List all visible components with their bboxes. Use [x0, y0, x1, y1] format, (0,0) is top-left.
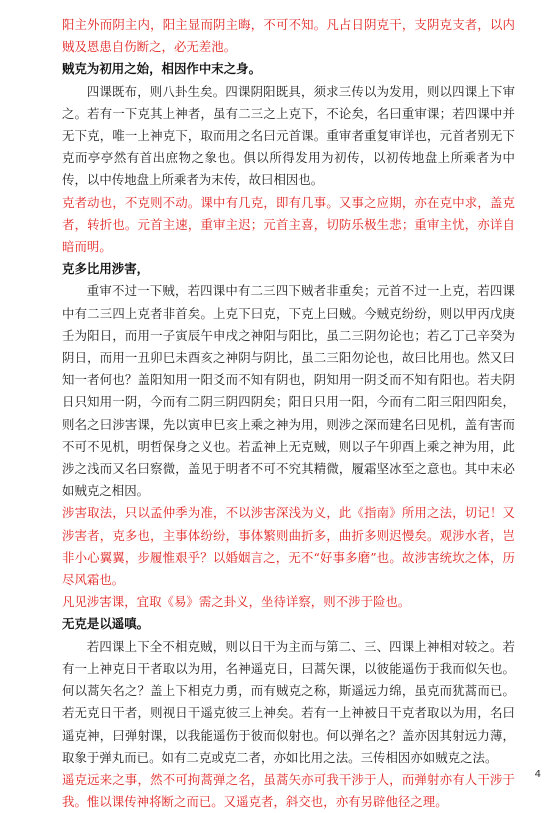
- note-paragraph: 阳主外而阴主内，阳主显而阴主晦，不可不知。凡占日阴克干，支阴克支者，以内贼及恩患自伤断之，必无差池。: [62, 17, 515, 55]
- section-heading: 无克是以遥嗔。: [62, 616, 150, 632]
- note-paragraph: 克者动也，不克则不动。课中有几克，即有几事。又事之应期，亦在克中求，盖克者，转折也。元首主速，重审主迟；元首主喜，切防乐极生悲；重审主忧，亦详自暗而明。: [62, 194, 515, 255]
- note-paragraph: 涉害取法，只以孟仲季为准，不以涉害深浅为义，此《指南》所用之法，切记！又涉害者，克多也，主事体纷纷，事体繁则曲折多，曲折多则迟慢矣。观涉水者，岂非小心翼翼，步履惟艰乎？以婚姻言之，无不“好事多磨”也。故涉害统坎之体，历尽风霜也。: [62, 505, 515, 588]
- page-number: 4: [534, 769, 541, 780]
- note-paragraph: 凡见涉害课，宜取《易》需之卦义，坐待详察，则不涉于险也。: [62, 594, 411, 610]
- body-paragraph: 四课既布，则八卦生矣。四课阴阳既具，须求三传以为发用，则以四课上下审之。若有一下克其上神者，虽有二三之上克下，不论矣，名曰重审课；若四课中并无下克，唯一上神克下，取而用之名曰元首课。重审者重复审详也，元首者别无下克而亭亭然有首出庶物之象也。俱以所得发用为初传，以初传地盘上所乘者为中传，以中传地盘上所乘者为末传，故曰相因也。: [62, 83, 515, 188]
- section-heading: 克多比用涉害，: [62, 261, 150, 277]
- body-paragraph: 若四课上下全不相克贼，则以日干为主而与第二、三、四课上神相对较之。若有一上神克日干者取以为用，名神遥克日，曰蒿矢课，以彼能遥伤于我而似矢也。何以蒿矢名之？盖上下相克力勇，而有贼克之称，斯遥远力绵，虽克而犹蒿而已。若无克日干者，则视日干遥克彼三上神矣。若有一上神被日干克者取以为用，名曰遥克神，曰弹射课，以我能遥伤于彼而似射也。何以弹名之？盖亦因其射远力薄，取象于弹丸而已。如有二克或克二者，亦如比用之法。三传相因亦如贼克之法。: [62, 638, 515, 765]
- section-heading: 贼克为初用之始，相因作中末之身。: [62, 61, 262, 77]
- note-paragraph: 遥克远来之事，然不可拘蒿弹之名，虽蒿矢亦可我干涉于人，而弹射亦有人干涉于我。惟以课传神将断之而已。又遥克者，斜交也，亦有另辟他径之理。: [62, 771, 515, 810]
- body-paragraph: 重审不过一下贼，若四课中有二三四下贼者非重矣；元首不过一上克，若四课中有二三四上克者非首矣。上克下曰克，下克上曰贼。今贼克纷纷，则以甲丙戊庚壬为阳日，而用一子寅辰午申戌之神阳与阳比，虽二三阴勿论也；若乙丁己辛癸为阴日，而用一丑卯巳未酉亥之神阴与阴比，虽二三阳勿论也，故曰比用也。然又曰知一者何也？盖阳知用一阳爻而不知有阴也，阴知用一阴爻而不知有阳也。若夫阴日只知用一阴，今而有二阴三阴四阴矣；阳日只用一阳，今而有二阳三阳四阳矣，则名之曰涉害课，先以寅申巳亥上乘之神为用，则涉之深而建名曰见机，盖有害而不可不见机，明哲保身之义也。若孟神上无克贼，则以子午卯酉上乘之神为用，此涉之浅而又名曰察微，盖见于明者不可不究其精微，履霜坚冰至之意也。其中末必如贼克之相因。: [62, 283, 515, 499]
